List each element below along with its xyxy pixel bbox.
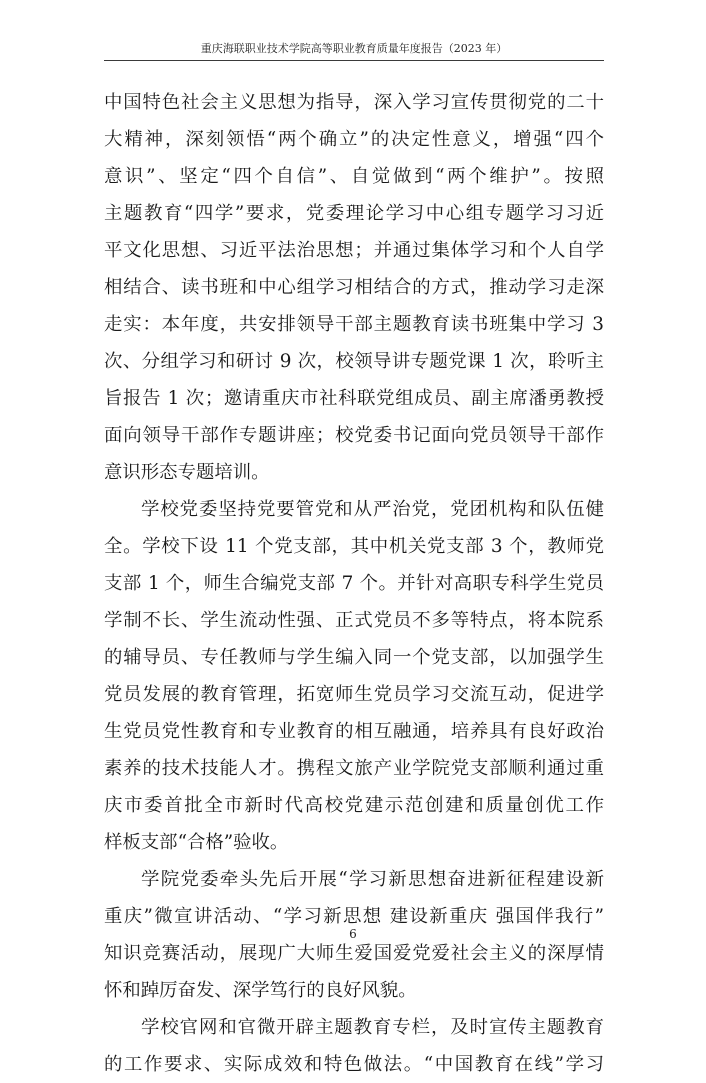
text-line: 党员发展的教育管理，拓宽师生党员学习交流互动，促进学 <box>104 684 604 705</box>
text-line: 全。学校下设 11 个党支部，其中机关党支部 3 个，教师党 <box>104 536 604 557</box>
text-line: 的辅导员、专任教师与学生编入同一个党支部，以加强学生 <box>104 647 604 668</box>
text-line: 重庆”微宣讲活动、“学习新思想 建设新重庆 强国伴我行” <box>104 906 604 927</box>
text-line: 支部 1 个，师生合编党支部 7 个。并针对高职专科学生党员 <box>104 573 604 594</box>
text-line: 面向领导干部作专题讲座；校党委书记面向党员领导干部作 <box>104 425 604 446</box>
text-line: 知识竞赛活动，展现广大师生爱国爱党爱社会主义的深厚情 <box>104 943 604 964</box>
text-line: 怀和踔厉奋发、深学笃行的良好风貌。 <box>104 980 417 1001</box>
text-line: 平文化思想、习近平法治思想；并通过集体学习和个人自学 <box>104 240 604 261</box>
text-line: 主题教育“四学”要求，党委理论学习中心组专题学习习近 <box>104 203 604 224</box>
header-title: 重庆海联职业技术学院高等职业教育质量年度报告（2023 年） <box>200 42 508 55</box>
text-line: 样板支部“合格”验收。 <box>104 832 289 853</box>
text-line: 旨报告 1 次；邀请重庆市社科联党组成员、副主席潘勇教授 <box>104 388 604 409</box>
page-header <box>104 30 604 61</box>
text-line: 意识形态专题培训。 <box>104 462 270 483</box>
text-line: 走实：本年度，共安排领导干部主题教育读书班集中学习 3 <box>104 314 604 335</box>
text-line: 庆市委首批全市新时代高校党建示范创建和质量创优工作 <box>104 795 604 816</box>
text-line: 素养的技术技能人才。携程文旅产业学院党支部顺利通过重 <box>104 758 604 779</box>
paragraph-first-line: 学院党委牵头先后开展“学习新思想奋进新征程建设新 <box>141 869 604 890</box>
paragraph-first-line: 学校官网和官微开辟主题教育专栏，及时宣传主题教育 <box>141 1017 604 1038</box>
text-line: 学制不长、学生流动性强、正式党员不多等特点，将本院系 <box>104 610 604 631</box>
text-line: 意识”、坚定“四个自信”、自觉做到“两个维护”。按照 <box>104 166 604 187</box>
text-line: 大精神，深刻领悟“两个确立”的决定性意义，增强“四个 <box>104 129 604 150</box>
text-line: 相结合、读书班和中心组学习相结合的方式，推动学习走深 <box>104 277 604 298</box>
text-line: 中国特色社会主义思想为指导，深入学习宣传贯彻党的二十 <box>104 92 604 113</box>
paragraph-first-line: 学校党委坚持党要管党和从严治党，党团机构和队伍健 <box>141 499 604 520</box>
text-line: 的工作要求、实际成效和特色做法。“中国教育在线”学习 <box>104 1054 604 1075</box>
text-line: 次、分组学习和研讨 9 次，校领导讲专题党课 1 次，聆听主 <box>104 351 604 372</box>
text-line: 生党员党性教育和专业教育的相互融通，培养具有良好政治 <box>104 721 604 742</box>
page-number: 6 <box>349 927 357 941</box>
